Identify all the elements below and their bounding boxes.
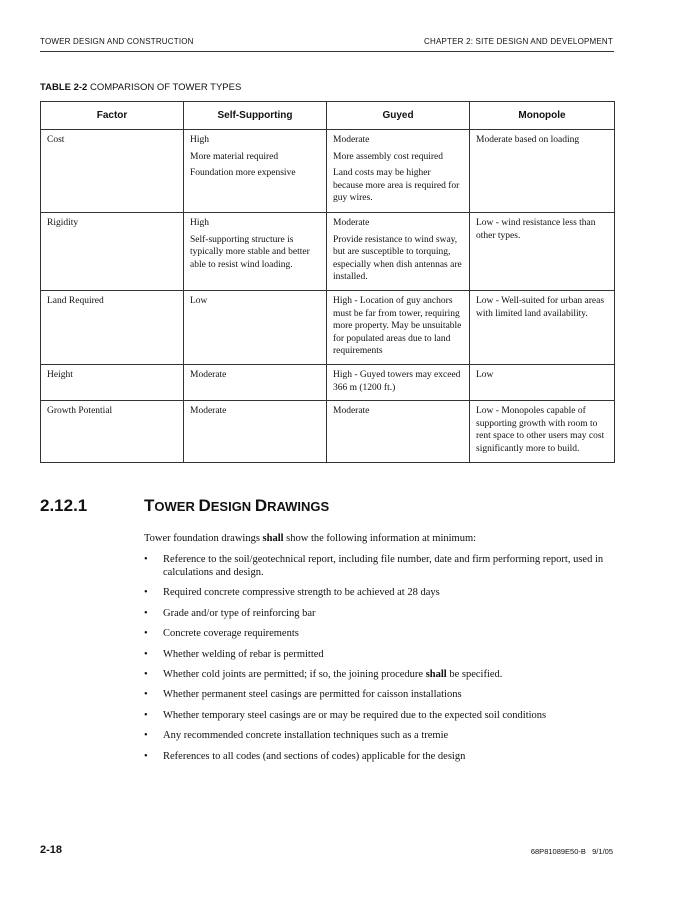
cell-line: Low [190, 296, 208, 306]
cell-line: Low - Well-suited for urban areas with limited land availability. [476, 296, 605, 319]
col-header-self-supporting: Self-Supporting [184, 102, 327, 130]
list-item: • References to all codes (and sections of codes) applicable for the design [144, 750, 614, 763]
cell-guyed [327, 291, 470, 365]
cell-line: Moderate [333, 406, 370, 417]
cell-line: Self-supporting structure is typically more stable and better able to resist wind loading. [190, 234, 310, 270]
cell-factor: Growth Potential [41, 401, 184, 463]
cell-self-supporting [184, 130, 327, 213]
table-header-row [41, 102, 615, 130]
table-caption [40, 82, 241, 93]
list-item-text: Whether cold joints are permitted; if so, the joining procedure [163, 668, 426, 680]
list-item: • Any recommended concrete installation techniques such as a tremie [144, 729, 614, 742]
cell-line: Land costs may be higher because more area is required for guy wires. [333, 168, 460, 204]
table-row [41, 365, 615, 401]
list-item-text: be specified. [446, 668, 503, 680]
list-item [144, 668, 614, 681]
cell-line: More material required [190, 151, 279, 162]
intro-text: Tower foundation drawings [144, 533, 263, 544]
title-rest: RAWINGS [267, 499, 330, 514]
cell-self-supporting [184, 365, 327, 401]
list-item: • Whether temporary steel casings are or may be required due to the expected soil conditions [144, 709, 614, 722]
table-row [41, 130, 615, 213]
cell-self-supporting [184, 213, 327, 291]
table-caption-title: COMPARISON OF TOWER TYPES [89, 82, 242, 93]
list-item: • Whether welding of rebar is permitted [144, 648, 614, 661]
cell-monopole [470, 365, 615, 401]
requirements-list [144, 553, 614, 770]
cell-line: Provide resistance to wind sway, but are susceptible to torquing, especially when dish antennas are installed. [333, 234, 462, 283]
list-item-bold: shall [425, 668, 447, 680]
table-row [41, 213, 615, 291]
cell-monopole [470, 291, 615, 365]
table-row [41, 291, 615, 365]
running-header-left: TOWER DESIGN AND CONSTRUCTION [40, 37, 194, 46]
cell-line: Low [476, 370, 494, 380]
intro-text: show the following information at minimum: [283, 533, 477, 544]
title-rest: OWER [154, 499, 199, 514]
cell-monopole [470, 401, 615, 463]
tower-comparison-table [40, 101, 615, 463]
cell-line: Moderate [333, 218, 370, 228]
cell-guyed [327, 401, 470, 463]
cell-factor: Height [41, 365, 184, 401]
table-row [41, 401, 615, 463]
cell-guyed [327, 365, 470, 401]
cell-monopole [470, 130, 615, 213]
cell-line: High - Guyed towers may exceed 366 m (1200 ft.) [333, 370, 461, 393]
cell-line: Foundation more expensive [190, 168, 296, 179]
list-item: • Concrete coverage requirements [144, 627, 614, 640]
page-number: 2-18 [40, 844, 63, 856]
cell-monopole [470, 213, 615, 291]
table-caption-number: TABLE 2-2 [40, 82, 88, 93]
title-initial: D [254, 496, 268, 515]
cell-guyed [327, 213, 470, 291]
list-item: • Whether permanent steel casings are permitted for caisson installations [144, 688, 614, 701]
intro-bold: shall [262, 533, 284, 544]
list-item: • Required concrete compressive strength to be achieved at 28 days [144, 586, 614, 599]
cell-self-supporting [184, 401, 327, 463]
title-initial: T [144, 496, 155, 515]
cell-line: Moderate [333, 135, 370, 145]
cell-self-supporting [184, 291, 327, 365]
document-id: 68P81089E50-B 9/1/05 [530, 847, 613, 856]
cell-line: Moderate [190, 370, 227, 380]
cell-line: High - Location of guy anchors must be far from tower, requiring more property. May be unsuitable for populated areas due to land requirements [333, 296, 462, 357]
cell-guyed [327, 130, 470, 213]
cell-line: High [190, 218, 209, 228]
list-item: • Reference to the soil/geotechnical report, including file number, date and firm performing report, used in calculations and design. [144, 553, 614, 579]
title-rest: ESIGN [210, 499, 255, 514]
cell-line: Low - Monopoles capable of supporting growth with room to rent space to other users may cost significantly more to build. [476, 406, 605, 454]
cell-factor: Cost [41, 130, 184, 213]
col-header-factor: Factor [41, 102, 184, 130]
cell-line: Low - wind resistance less than other types. [476, 218, 596, 241]
col-header-monopole: Monopole [470, 102, 615, 130]
cell-line: More assembly cost required [333, 151, 444, 162]
cell-line: Moderate [190, 406, 227, 417]
cell-factor: Rigidity [41, 213, 184, 291]
section-title [144, 496, 329, 516]
list-item: • Grade and/or type of reinforcing bar [144, 607, 614, 620]
col-header-guyed: Guyed [327, 102, 470, 130]
section-intro [144, 533, 476, 544]
title-initial: D [198, 496, 211, 515]
cell-line: Moderate based on loading [476, 135, 580, 145]
section-number: 2.12.1 [40, 496, 88, 515]
running-header-right: CHAPTER 2: SITE DESIGN AND DEVELOPMENT [424, 37, 613, 46]
cell-factor: Land Required [41, 291, 184, 365]
header-rule [40, 51, 614, 52]
cell-line: High [190, 135, 209, 145]
